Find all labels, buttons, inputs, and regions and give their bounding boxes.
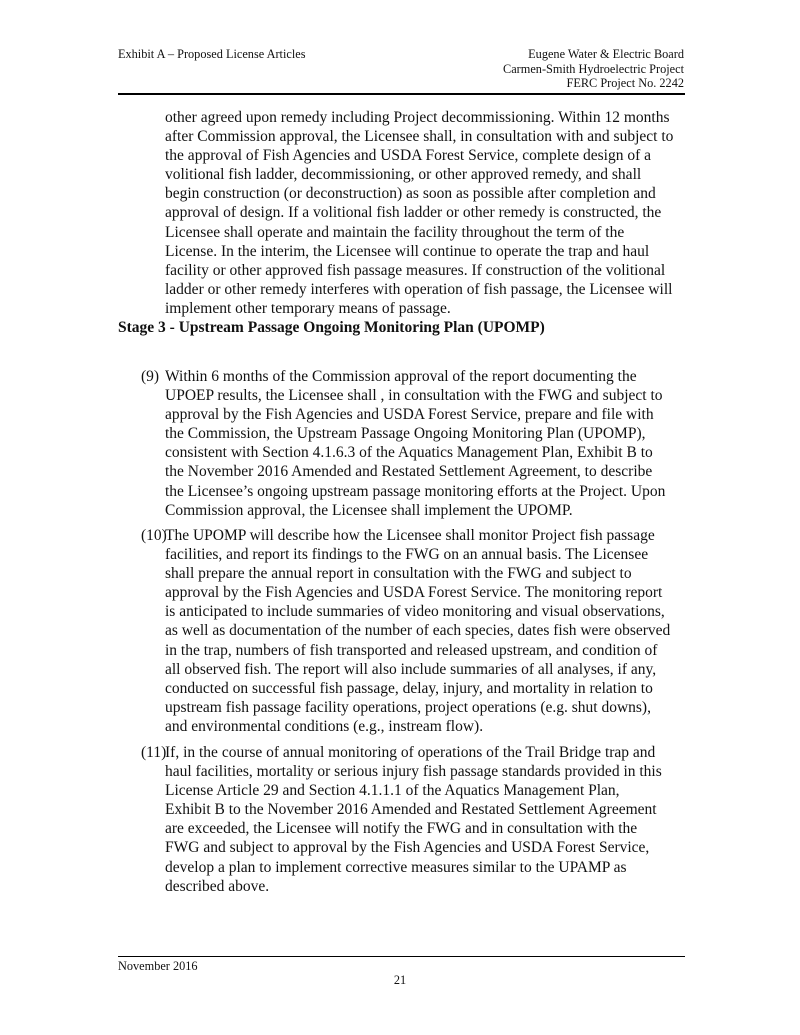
text-line: upstream fish passage facility operations, project operations (e.g. shut downs), [165,698,651,716]
footer-divider [118,956,685,957]
text-line: ladder or other remedy interferes with operation of fish passage, the Licensee will [165,280,673,298]
item-number: (11) [141,744,167,761]
text-line: implement other temporary means of passage. [165,299,451,317]
text-line: The UPOMP will describe how the Licensee shall monitor Project fish passage [165,527,655,544]
text-line: conducted on successful fish passage, delay, injury, and mortality in relation to [165,679,653,697]
text-line: If, in the course of annual monitoring of operations of the Trail Bridge trap and [165,744,656,761]
item-text [165,367,701,520]
header-project-name: Carmen-Smith Hydroelectric Project [503,61,684,76]
text-line: develop a plan to implement corrective measures similar to the UPAMP as [165,858,627,876]
text-line: FWG and subject to approval by the Fish Agencies and USDA Forest Service, [165,839,650,857]
numbered-item-10 [141,526,701,736]
text-line: the Commission, the Upstream Passage Ongoing Monitoring Plan (UPOMP), [165,425,646,443]
text-line: Commission approval, the Licensee shall implement the UPOMP. [165,501,573,519]
item-number: (9) [141,368,160,385]
header-project-info [503,47,684,91]
text-line: Within 6 months of the Commission approval of the report documenting the [165,368,637,385]
text-line: the approval of Fish Agencies and USDA Forest Service, complete design of a [165,147,651,165]
text-line: consistent with Section 4.1.6.3 of the Aquatics Management Plan, Exhibit B to [165,444,653,462]
text-line: is anticipated to include summaries of video monitoring and visual observations, [165,603,665,621]
text-line: approval by the Fish Agencies and USDA Forest Service. The monitoring report [165,584,663,602]
text-line: other agreed upon remedy including Project decommissioning. Within 12 months [165,109,670,126]
page-number: 21 [393,973,407,987]
text-line: facility or other approved fish passage measures. If construction of the volitional [165,261,666,279]
text-line: approval of design. If a volitional fish ladder or other remedy is constructed, the [165,204,662,222]
text-line: begin construction (or deconstruction) as soon as possible after completion and [165,185,656,203]
text-line: are exceeded, the Licensee will notify the FWG and in consultation with the [165,820,638,838]
numbered-item-9 [141,367,701,520]
text-line: all observed fish. The report will also include summaries of all analyses, if any, [165,660,657,678]
text-line: License Article 29 and Section 4.1.1.1 of the Aquatics Management Plan, [165,782,620,800]
text-line: Licensee shall operate and maintain the facility throughout the term of the [165,223,625,241]
text-line: the November 2016 Amended and Restated Settlement Agreement, to describe [165,463,653,481]
header-org-name: Eugene Water & Electric Board [528,47,684,61]
footer-date: November 2016 [118,959,198,973]
page-header [118,47,684,95]
item-number: (10) [141,527,167,544]
text-line: shall prepare the annual report in consultation with the FWG and subject to [165,565,632,583]
text-line: approval by the Fish Agencies and USDA Forest Service, prepare and file with [165,406,654,424]
text-line: in the trap, numbers of fish transported and released upstream, and condition of [165,641,658,659]
text-line: the Licensee’s ongoing upstream passage monitoring efforts at the Project. Upon [165,482,666,500]
text-line: Exhibit B to the November 2016 Amended and Restated Settlement Agreement [165,801,657,819]
text-line: volitional fish ladder, decommissioning, or other approved remedy, and shall [165,166,642,184]
text-line: after Commission approval, the Licensee shall, in consultation with and subject to [165,128,674,146]
numbered-item-11 [141,743,701,896]
item-text [165,743,701,896]
text-line: facilities, and report its findings to the FWG on an annual basis. The Licensee [165,546,649,564]
text-line: License. In the interim, the Licensee will continue to operate the trap and haul [165,242,650,260]
text-line: UPOEP results, the Licensee shall , in consultation with the FWG and subject to [165,387,663,405]
item-text [165,526,701,736]
section-heading: Stage 3 - Upstream Passage Ongoing Monitoring Plan (UPOMP) [118,319,545,336]
header-project-number: FERC Project No. 2242 [566,76,684,90]
text-line: as well as documentation of the number of each species, dates fish were observed [165,622,671,640]
text-line: described above. [165,877,270,895]
header-exhibit-title: Exhibit A – Proposed License Articles [118,47,306,61]
header-divider [118,93,685,95]
text-line: and environmental conditions (e.g., instream flow). [165,717,484,735]
text-line: haul facilities, mortality or serious injury fish passage standards provided in this [165,763,662,781]
continuation-paragraph [165,108,695,318]
